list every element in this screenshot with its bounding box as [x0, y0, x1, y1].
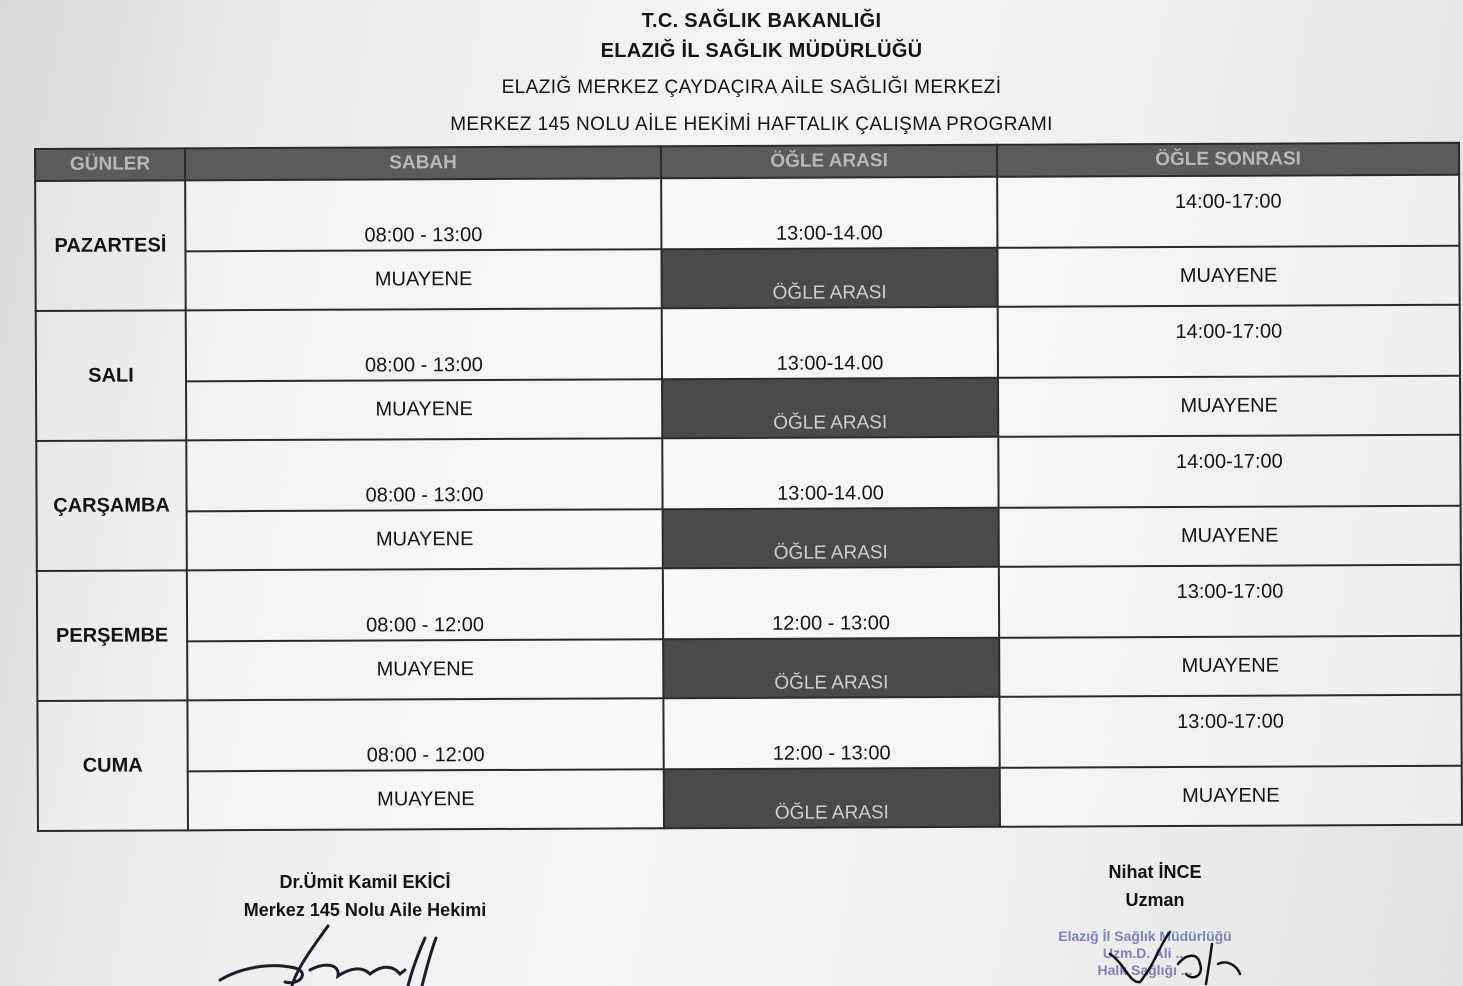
column-header-days: GÜNLER	[35, 148, 185, 181]
afternoon-time-cell: 14:00-17:00	[998, 305, 1460, 378]
specialist-name: Nihat İNCE	[1108, 862, 1202, 882]
lunch-break-cell: ÖĞLE ARASI	[663, 638, 999, 698]
afternoon-time-cell: 14:00-17:00	[997, 175, 1459, 248]
afternoon-time-cell: 13:00-17:00	[999, 695, 1461, 768]
lunch-time-cell: 13:00-14.00	[661, 177, 997, 249]
morning-activity-cell: MUAYENE	[187, 639, 663, 700]
schedule-row-activities	[38, 766, 1462, 831]
day-cell: SALI	[36, 310, 187, 441]
afternoon-activity-cell: MUAYENE	[1000, 766, 1462, 827]
lunch-break-cell: ÖĞLE ARASI	[662, 378, 998, 438]
afternoon-activity-cell: MUAYENE	[997, 246, 1459, 307]
morning-time-cell: 08:00 - 13:00	[186, 308, 662, 381]
day-cell: PERŞEMBE	[37, 570, 188, 701]
directorate-title: ELAZIĞ İL SAĞLIK MÜDÜRLÜĞÜ	[600, 40, 923, 62]
schedule-title: MERKEZ 145 NOLU AİLE HEKİMİ HAFTALIK ÇALIŞMA PROGRAMI	[450, 114, 1053, 135]
health-center-title: ELAZIĞ MERKEZ ÇAYDAÇIRA AİLE SAĞLIĞI MERKEZİ	[501, 77, 1002, 98]
doctor-title: Merkez 145 Nolu Aile Hekimi	[243, 900, 487, 920]
morning-time-cell: 08:00 - 12:00	[187, 698, 663, 771]
doctor-name: Dr.Ümit Kamil EKİCİ	[279, 872, 451, 892]
doctor-handwritten-signature	[200, 918, 460, 986]
day-cell: CUMA	[37, 700, 188, 831]
lunch-time-cell: 12:00 - 13:00	[663, 697, 999, 769]
afternoon-activity-cell: MUAYENE	[998, 376, 1460, 437]
lunch-time-cell: 13:00-14.00	[662, 437, 998, 509]
lunch-time-cell: 13:00-14.00	[662, 307, 998, 379]
schedule-body	[35, 175, 1462, 831]
schedule-row-times	[36, 435, 1460, 512]
doctor-signature-block	[210, 868, 520, 924]
afternoon-time-cell: 13:00-17:00	[999, 565, 1461, 638]
stamp-line-2: Uzm.D. Ali ...	[1102, 945, 1188, 961]
schedule-row-times	[37, 565, 1461, 642]
afternoon-activity-cell: MUAYENE	[999, 636, 1461, 697]
schedule-row-activities	[36, 376, 1460, 441]
lunch-break-cell: ÖĞLE ARASI	[664, 768, 1000, 828]
ministry-title: T.C. SAĞLIK BAKANLIĞI	[641, 10, 882, 32]
morning-time-cell: 08:00 - 13:00	[186, 438, 662, 511]
schedule-row-times	[37, 695, 1461, 772]
column-header-lunch: ÖĞLE ARASI	[661, 145, 997, 178]
morning-activity-cell: MUAYENE	[185, 249, 661, 310]
column-header-afternoon: ÖĞLE SONRASI	[997, 143, 1459, 177]
schedule-row-times	[36, 305, 1460, 382]
specialist-title: Uzman	[1125, 890, 1185, 910]
stamp-line-1: Elazığ İl Sağlık Müdürlüğü	[1058, 928, 1232, 944]
afternoon-time-cell: 14:00-17:00	[998, 435, 1460, 508]
afternoon-activity-cell: MUAYENE	[999, 506, 1461, 567]
morning-activity-cell: MUAYENE	[186, 379, 662, 440]
day-cell: ÇARŞAMBA	[36, 440, 187, 571]
schedule-row-activities	[37, 506, 1461, 571]
morning-activity-cell: MUAYENE	[188, 769, 664, 830]
morning-time-cell: 08:00 - 12:00	[187, 568, 663, 641]
stamp-line-3: Halk Sağlığı ...	[1097, 962, 1193, 978]
lunch-break-cell: ÖĞLE ARASI	[661, 248, 997, 308]
morning-activity-cell: MUAYENE	[187, 509, 663, 570]
column-header-morning: SABAH	[185, 146, 661, 180]
lunch-time-cell: 12:00 - 13:00	[663, 567, 999, 639]
schedule-row-times	[35, 175, 1459, 252]
specialist-signature-block	[1060, 858, 1250, 914]
lunch-break-cell: ÖĞLE ARASI	[663, 508, 999, 568]
schedule-row-activities	[37, 636, 1461, 701]
schedule-row-activities	[35, 246, 1459, 311]
day-cell: PAZARTESİ	[35, 180, 186, 311]
weekly-schedule-table	[34, 142, 1463, 832]
morning-time-cell: 08:00 - 13:00	[185, 178, 661, 251]
specialist-handwritten-signature	[1100, 924, 1250, 986]
